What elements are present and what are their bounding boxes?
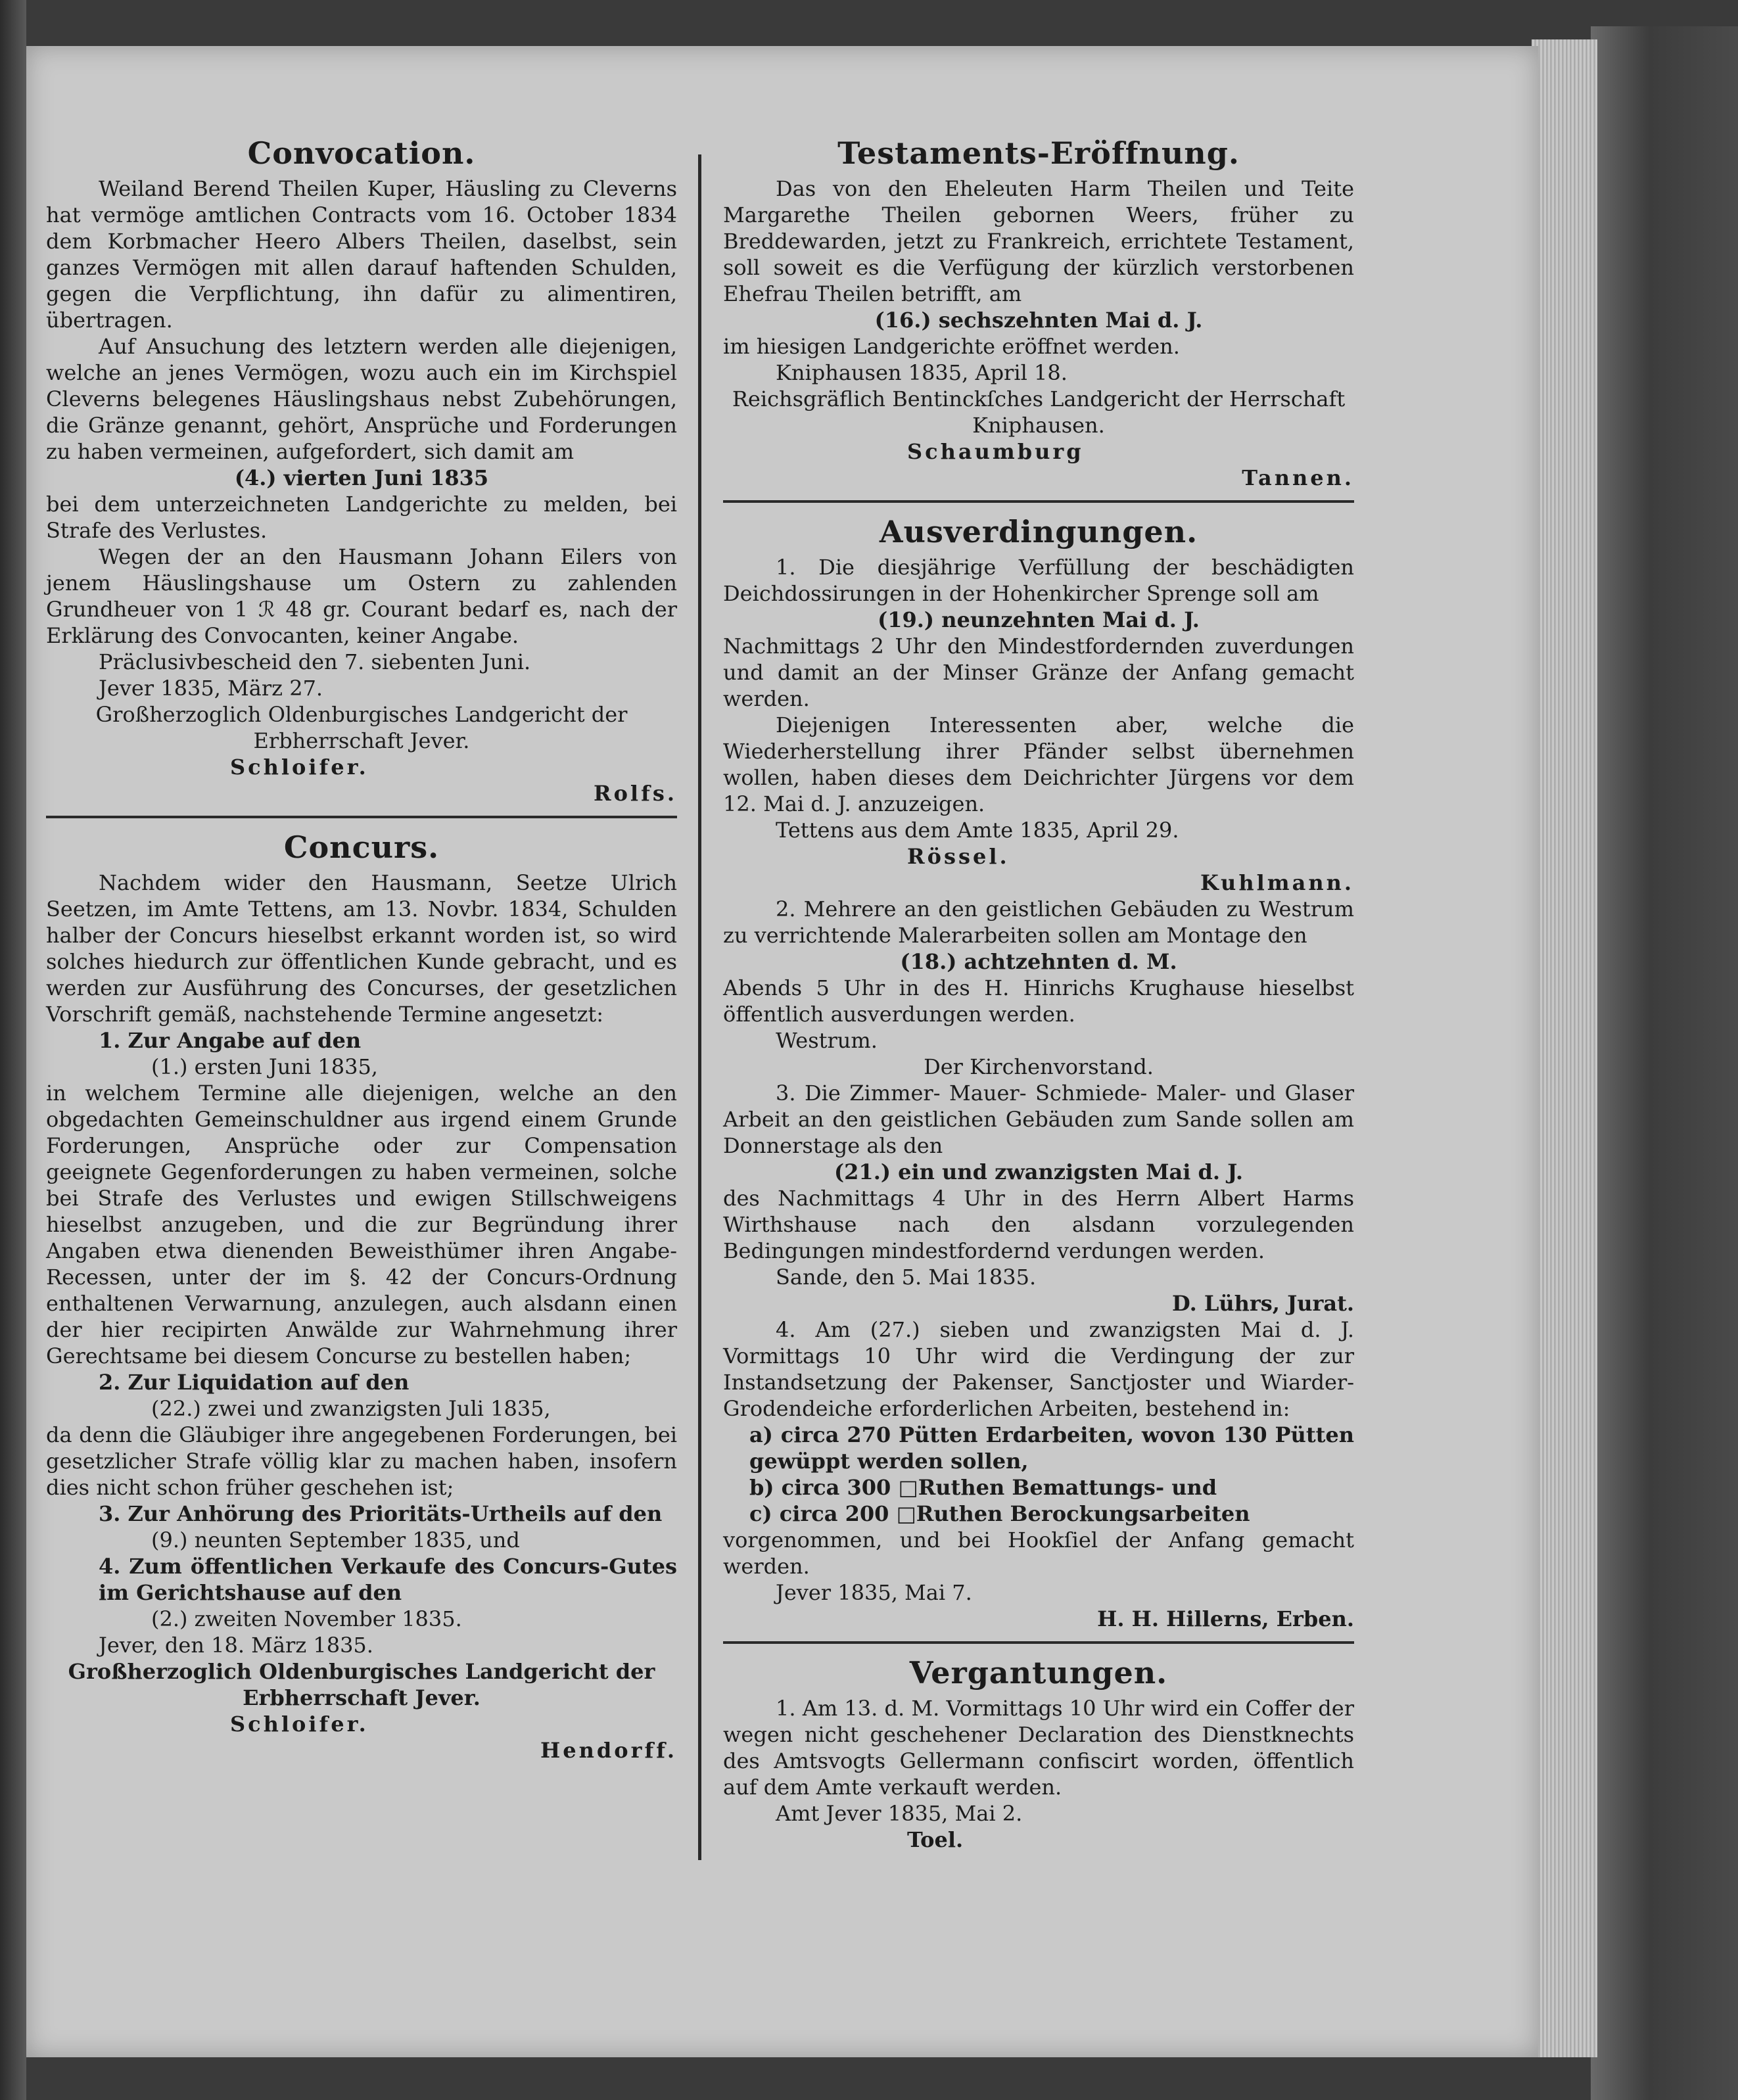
ausverdingung-3-date: (21.) ein und zwanzigsten Mai d. J.: [834, 1159, 1243, 1184]
convocation-court: Großherzoglich Oldenburgisches Landgericht der Erbherrschaft Jever.: [95, 702, 628, 753]
ausverdingung-3-place: Sande, den 5. Mai 1835.: [776, 1265, 1037, 1290]
ausverdingung-4-b: b) circa 300 □Ruthen Bemattungs- und: [749, 1475, 1217, 1500]
testament-signature-1: Schaumburg: [907, 439, 1084, 464]
testament-p2: im hiesigen Landgerichte eröffnet werden.: [723, 334, 1180, 359]
ausverdingung-3: 3. Die Zimmer- Mauer- Schmiede- Maler- und Glaser Arbeit an den geistlichen Gebäuden zum Sande sollen am Donnerstage als den: [723, 1081, 1354, 1158]
ausverdingung-2-text: Abends 5 Uhr in des H. Hinrichs Krughause hieselbst öffentlich ausverdungen werden.: [723, 975, 1354, 1027]
ausverdingung-2-place: Westrum.: [776, 1028, 878, 1053]
book-edge-shadow: [1591, 26, 1738, 2100]
section-divider: [723, 500, 1354, 503]
ausverdingung-1-signature-2: Kuhlmann.: [1200, 870, 1354, 895]
vergantung-place: Amt Jever 1835, Mai 2.: [776, 1801, 1023, 1826]
left-column: [46, 135, 677, 1763]
vergantungen-title: Vergantungen.: [909, 1655, 1168, 1691]
concurs-item-1-date: (1.) ersten Juni 1835,: [151, 1054, 378, 1079]
ausverdingung-3-text: des Nachmittags 4 Uhr in des Herrn Albert Harms Wirthshause nach den alsdann vorzulegenden Bedingungen mindestfordernd verdungen werden.: [723, 1186, 1354, 1263]
concurs-item-4: 4. Zum öffentlichen Verkaufe des Concurs-Gutes im Gerichtshause auf den: [99, 1554, 677, 1605]
concurs-item-3: 3. Zur Anhörung des Prioritäts-Urtheils auf den: [99, 1501, 663, 1526]
vergantungen-notice: [723, 1654, 1354, 1853]
book-gutter: [0, 0, 26, 2100]
ausverdingung-4-c: c) circa 200 □Ruthen Berockungsarbeiten: [749, 1501, 1250, 1526]
concurs-notice: [46, 829, 677, 1763]
ausverdingung-4-signature: H. H. Hillerns, Erben.: [1097, 1606, 1354, 1631]
section-divider: [723, 1641, 1354, 1644]
convocation-date: (4.) vierten Juni 1835: [234, 465, 489, 490]
ausverdingung-4-place: Jever 1835, Mai 7.: [776, 1580, 972, 1605]
ausverdingung-4-a: a) circa 270 Pütten Erdarbeiten, wovon 130 Pütten gewüppt werden sollen,: [749, 1422, 1354, 1474]
convocation-signature-1: Schloifer.: [230, 755, 369, 780]
ausverdingung-4: 4. Am (27.) sieben und zwanzigsten Mai d. J. Vormittags 10 Uhr wird die Verdingung der zur Instandsetzung der Pakenser, Sanctjoster und Wiarder-Grodendeiche erforderlichen Arbeiten, bestehend in:: [723, 1317, 1354, 1421]
concurs-item-1-text: in welchem Termine alle diejenigen, welche an den obgedachten Gemeinschuldner aus irgend einem Grunde Forderungen, Ansprüche oder zur Compensation geeignete Gegenforderungen zu haben vermeinen, solche bei Strafe des Verlustes und ewigen Stillschweigens hieselbst anzugeben, und die zur Begründung ihrer Angaben etwa dienenden Beweisthümer ihren Angabe-Recessen, unter der im §. 42 der Concurs-Ordnung enthaltenen Verwarnung, anzulegen, auch alsdann einen der hier recipirten Anwälde zur Wahrnehmung ihrer Gerechtsame bei diesem Concurse zu bestellen haben;: [46, 1081, 677, 1368]
concurs-item-4-date: (2.) zweiten November 1835.: [151, 1606, 462, 1631]
convocation-p1: Weiland Berend Theilen Kuper, Häusling zu Cleverns hat vermöge amtlichen Contracts vom 16. October 1834 dem Korbmacher Heero Albers Theilen, daselbst, sein ganzes Vermögen mit allen darauf haftenden Schulden, gegen die Verpflichtung, ihn dafür zu alimentiren, übertragen.: [46, 176, 677, 333]
ausverdingung-1-text: Nachmittags 2 Uhr den Mindestfordernden zuverdungen und damit an der Minser Gränze der Anfang gemacht werden.: [723, 634, 1354, 711]
ausverdingung-4-text: vorgenommen, und bei Hookſiel der Anfang gemacht werden.: [723, 1528, 1354, 1579]
convocation-place: Jever 1835, März 27.: [99, 676, 323, 701]
convocation-p3: Wegen der an den Hausmann Johann Eilers von jenem Häuslingshause um Ostern zu zahlenden Grundheuer von 1 ℛ 48 gr. Courant bedarf es, nach der Erklärung des Convocanten, keiner Angabe.: [46, 544, 677, 648]
section-divider: [46, 816, 677, 818]
concurs-signature-1: Schloifer.: [230, 1712, 369, 1737]
testament-date: (16.) sechszehnten Mai d. J.: [874, 308, 1203, 333]
ausverdingung-1: 1. Die diesjährige Verfüllung der beschädigten Deichdossirungen in der Hohenkircher Sprenge soll am: [723, 555, 1354, 606]
concurs-item-2-text: da denn die Gläubiger ihre angegebenen Forderungen, bei gesetzlicher Strafe völlig klar zu machen haben, insofern dies nicht schon früher geschehen ist;: [46, 1422, 677, 1500]
convocation-p2b: bei dem unterzeichneten Landgerichte zu melden, bei Strafe des Verlustes.: [46, 492, 677, 543]
convocation-signature-2: Rolfs.: [593, 781, 677, 806]
ausverdingung-2: 2. Mehrere an den geistlichen Gebäuden zu Westrum zu verrichtende Malerarbeiten sollen am Montage den: [723, 897, 1354, 948]
ausverdingung-2-date: (18.) achtzehnten d. M.: [900, 949, 1177, 974]
testament-court: Reichsgräflich Bentinckſches Landgericht der Herrschaft Kniphausen.: [732, 386, 1346, 438]
convocation-notice: [46, 135, 677, 806]
column-divider: [698, 154, 701, 1860]
concurs-item-3-date: (9.) neunten September 1835, und: [151, 1528, 520, 1552]
ausverdingungen-notice: [723, 513, 1354, 1632]
testament-title: Testaments-Eröffnung.: [837, 135, 1240, 171]
concurs-item-2: 2. Zur Liquidation auf den: [99, 1370, 410, 1395]
ausverdingungen-title: Ausverdingungen.: [879, 514, 1198, 549]
ausverdingung-1-signature-1: Rössel.: [907, 844, 1010, 869]
ausverdingung-1-text2: Diejenigen Interessenten aber, welche die Wiederherstellung ihrer Pfänder selbst übernehmen wollen, haben dieses dem Deichrichter Jürgens vor dem 12. Mai d. J. anzuzeigen.: [723, 712, 1354, 816]
testament-p1: Das von den Eheleuten Harm Theilen und Teite Margarethe Theilen gebornen Weers, früher zu Breddewarden, jetzt zu Frankreich, errichtete Testament, soll soweit es die Verfügung der kürzlich verstorbenen Ehefrau Theilen betrifft, am: [723, 176, 1354, 306]
convocation-title: Convocation.: [247, 135, 476, 171]
concurs-place: Jever, den 18. März 1835.: [99, 1633, 373, 1658]
concurs-signature-2: Hendorff.: [540, 1738, 677, 1763]
vergantung-signature: Toel.: [907, 1827, 964, 1852]
testament-place: Kniphausen 1835, April 18.: [776, 360, 1068, 385]
concurs-item-1: 1. Zur Angabe auf den: [99, 1028, 362, 1053]
concurs-p1: Nachdem wider den Hausmann, Seetze Ulrich Seetzen, im Amte Tettens, am 13. Novbr. 1834, Schulden halber der Concurs hieselbst erkannt worden ist, so wird solches hiedurch zur öffentlichen Kunde gebracht, und es werden zur Ausführung des Concurses, der gesetzlichen Vorschrift gemäß, nachstehende Termine angesetzt:: [46, 870, 677, 1027]
convocation-p4: Präclusivbescheid den 7. siebenten Juni.: [99, 649, 531, 674]
concurs-court: Großherzoglich Oldenburgisches Landgericht der Erbherrschaft Jever.: [68, 1659, 655, 1710]
convocation-p2: Auf Ansuchung des letztern werden alle diejenigen, welche an jenes Vermögen, wozu auch ein im Kirchspiel Cleverns belegenes Häuslingshaus nebst Zubehörungen, die Gränze genannt, gehört, Ansprüche und Forderungen zu haben vermeinen, aufgefordert, sich damit am: [46, 334, 677, 464]
concurs-title: Concurs.: [283, 829, 440, 865]
ausverdingung-3-signature: D. Lührs, Jurat.: [1172, 1291, 1354, 1316]
ausverdingung-1-date: (19.) neunzehnten Mai d. J.: [878, 607, 1200, 632]
page-stack-edge: [1532, 39, 1597, 2057]
ausverdingung-2-signature: Der Kirchenvorstand.: [924, 1054, 1154, 1079]
ausverdingung-1-place: Tettens aus dem Amte 1835, April 29.: [776, 818, 1179, 843]
right-column: [723, 135, 1354, 1853]
testament-notice: [723, 135, 1354, 491]
concurs-item-2-date: (22.) zwei und zwanzigsten Juli 1835,: [151, 1396, 551, 1421]
testament-signature-2: Tannen.: [1242, 465, 1354, 490]
vergantung-1: 1. Am 13. d. M. Vormittags 10 Uhr wird ein Coffer der wegen nicht geschehener Declaration des Dienstknechts des Amtsvogts Gellermann confiscirt worden, öffentlich auf dem Amte verkauft werden.: [723, 1696, 1354, 1800]
